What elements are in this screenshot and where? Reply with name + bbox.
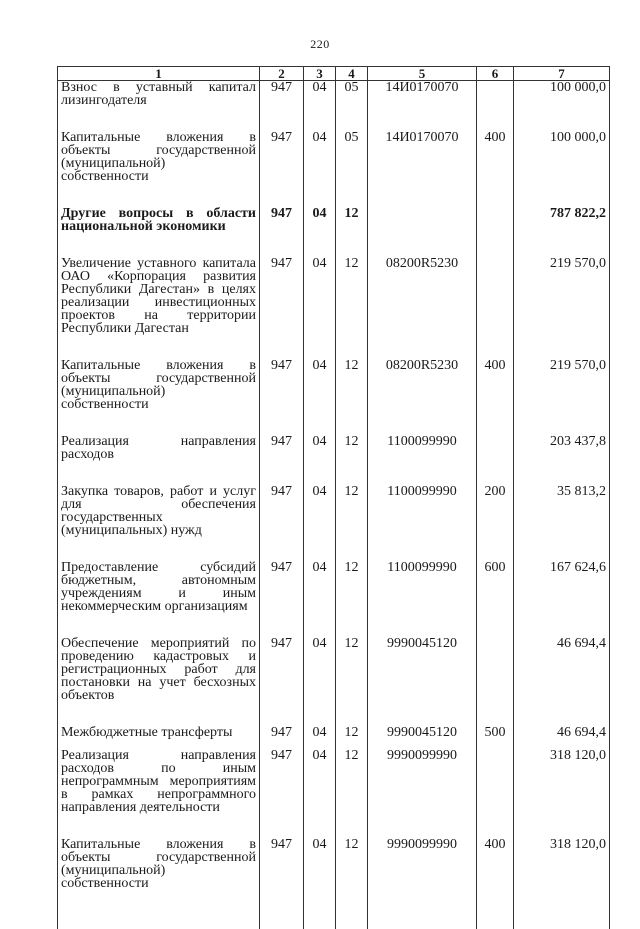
row-name: Увеличение уставного капитала ОАО «Корпорация развития Республики Дагестан» в целях реализации инвестиционных проектов на территории Республики Дагестан — [58, 257, 260, 359]
row-gr-code: 947 — [260, 207, 304, 257]
header-col-1: 1 — [58, 67, 260, 81]
row-pr-code: 12 — [336, 726, 368, 749]
row-sum: 318 120,0 — [514, 749, 610, 838]
empty-cell — [336, 914, 368, 929]
table-row — [58, 485, 610, 561]
header-col-2: 2 — [260, 67, 304, 81]
table-body — [58, 81, 610, 929]
row-gr-code: 947 — [260, 257, 304, 359]
row-csr-code: 9990045120 — [368, 637, 477, 726]
empty-cell — [368, 914, 477, 929]
row-rz-code: 04 — [304, 131, 336, 207]
row-rz-code: 04 — [304, 485, 336, 561]
row-csr-code — [368, 207, 477, 257]
row-pr-code: 12 — [336, 257, 368, 359]
row-gr-code: 947 — [260, 637, 304, 726]
row-rz-code: 04 — [304, 561, 336, 637]
table-row — [58, 207, 610, 257]
row-rz-code: 04 — [304, 838, 336, 914]
row-sum: 100 000,0 — [514, 131, 610, 207]
row-sum: 318 120,0 — [514, 838, 610, 914]
row-pr-code: 12 — [336, 435, 368, 485]
row-name: Капитальные вложения в объекты государственной (муниципальной) собственности — [58, 131, 260, 207]
row-gr-code: 947 — [260, 435, 304, 485]
row-rz-code: 04 — [304, 257, 336, 359]
table-row — [58, 131, 610, 207]
row-sum: 100 000,0 — [514, 81, 610, 132]
table-row — [58, 257, 610, 359]
table-continuation — [58, 914, 610, 929]
row-name: Реализация направления расходов — [58, 435, 260, 485]
row-csr-code: 08200R5230 — [368, 359, 477, 435]
row-name: Капитальные вложения в объекты государственной (муниципальной) собственности — [58, 359, 260, 435]
row-name: Другие вопросы в области национальной экономики — [58, 207, 260, 257]
row-vr-code: 400 — [477, 838, 514, 914]
row-name: Закупка товаров, работ и услуг для обеспечения государственных (муниципальных) нужд — [58, 485, 260, 561]
row-sum: 787 822,2 — [514, 207, 610, 257]
row-gr-code: 947 — [260, 485, 304, 561]
row-vr-code: 400 — [477, 359, 514, 435]
table-header-row — [58, 67, 610, 81]
row-rz-code: 04 — [304, 81, 336, 132]
row-pr-code: 12 — [336, 359, 368, 435]
empty-cell — [304, 914, 336, 929]
row-vr-code: 200 — [477, 485, 514, 561]
row-csr-code: 9990099990 — [368, 838, 477, 914]
row-rz-code: 04 — [304, 637, 336, 726]
row-name: Обеспечение мероприятий по проведению кадастровых и регистрационных работ для постановки на учет бесхозных объектов — [58, 637, 260, 726]
row-sum: 35 813,2 — [514, 485, 610, 561]
row-vr-code: 400 — [477, 131, 514, 207]
table-row — [58, 81, 610, 132]
row-name: Реализация направления расходов по иным непрограммным мероприятиям в рамках непрограммного направления деятельности — [58, 749, 260, 838]
row-sum: 219 570,0 — [514, 257, 610, 359]
row-sum: 203 437,8 — [514, 435, 610, 485]
row-pr-code: 12 — [336, 749, 368, 838]
row-rz-code: 04 — [304, 749, 336, 838]
table-row — [58, 726, 610, 749]
empty-cell — [58, 914, 260, 929]
row-name: Предоставление субсидий бюджетным, автономным учреждениям и иным некоммерческим организациям — [58, 561, 260, 637]
row-gr-code: 947 — [260, 726, 304, 749]
row-pr-code: 12 — [336, 207, 368, 257]
row-csr-code: 1100099990 — [368, 435, 477, 485]
row-name: Межбюджетные трансферты — [58, 726, 260, 749]
row-gr-code: 947 — [260, 131, 304, 207]
header-col-3: 3 — [304, 67, 336, 81]
row-sum: 167 624,6 — [514, 561, 610, 637]
row-vr-code — [477, 81, 514, 132]
row-vr-code: 500 — [477, 726, 514, 749]
row-csr-code: 08200R5230 — [368, 257, 477, 359]
row-vr-code — [477, 257, 514, 359]
empty-cell — [260, 914, 304, 929]
row-pr-code: 12 — [336, 838, 368, 914]
row-sum: 219 570,0 — [514, 359, 610, 435]
row-csr-code: 9990099990 — [368, 749, 477, 838]
row-vr-code — [477, 207, 514, 257]
row-csr-code: 14И0170070 — [368, 131, 477, 207]
row-csr-code: 14И0170070 — [368, 81, 477, 132]
row-pr-code: 05 — [336, 131, 368, 207]
row-pr-code: 12 — [336, 485, 368, 561]
table-row — [58, 435, 610, 485]
header-col-7: 7 — [514, 67, 610, 81]
budget-table — [57, 66, 610, 929]
header-col-5: 5 — [368, 67, 477, 81]
row-vr-code — [477, 749, 514, 838]
row-vr-code — [477, 435, 514, 485]
row-rz-code: 04 — [304, 359, 336, 435]
row-rz-code: 04 — [304, 207, 336, 257]
row-sum: 46 694,4 — [514, 726, 610, 749]
empty-cell — [514, 914, 610, 929]
header-col-4: 4 — [336, 67, 368, 81]
row-sum: 46 694,4 — [514, 637, 610, 726]
page-number: 220 — [0, 37, 640, 52]
row-csr-code: 9990045120 — [368, 726, 477, 749]
row-vr-code — [477, 637, 514, 726]
table-row — [58, 749, 610, 838]
row-pr-code: 05 — [336, 81, 368, 132]
row-name: Капитальные вложения в объекты государственной (муниципальной) собственности — [58, 838, 260, 914]
row-pr-code: 12 — [336, 561, 368, 637]
row-gr-code: 947 — [260, 749, 304, 838]
row-pr-code: 12 — [336, 637, 368, 726]
row-vr-code: 600 — [477, 561, 514, 637]
table-row — [58, 637, 610, 726]
empty-cell — [477, 914, 514, 929]
header-col-6: 6 — [477, 67, 514, 81]
row-gr-code: 947 — [260, 359, 304, 435]
row-rz-code: 04 — [304, 726, 336, 749]
row-rz-code: 04 — [304, 435, 336, 485]
row-name: Взнос в уставный капитал лизингодателя — [58, 81, 260, 132]
row-csr-code: 1100099990 — [368, 561, 477, 637]
row-gr-code: 947 — [260, 81, 304, 132]
table-row — [58, 561, 610, 637]
row-gr-code: 947 — [260, 561, 304, 637]
table-row — [58, 359, 610, 435]
row-csr-code: 1100099990 — [368, 485, 477, 561]
row-gr-code: 947 — [260, 838, 304, 914]
table-row — [58, 838, 610, 914]
